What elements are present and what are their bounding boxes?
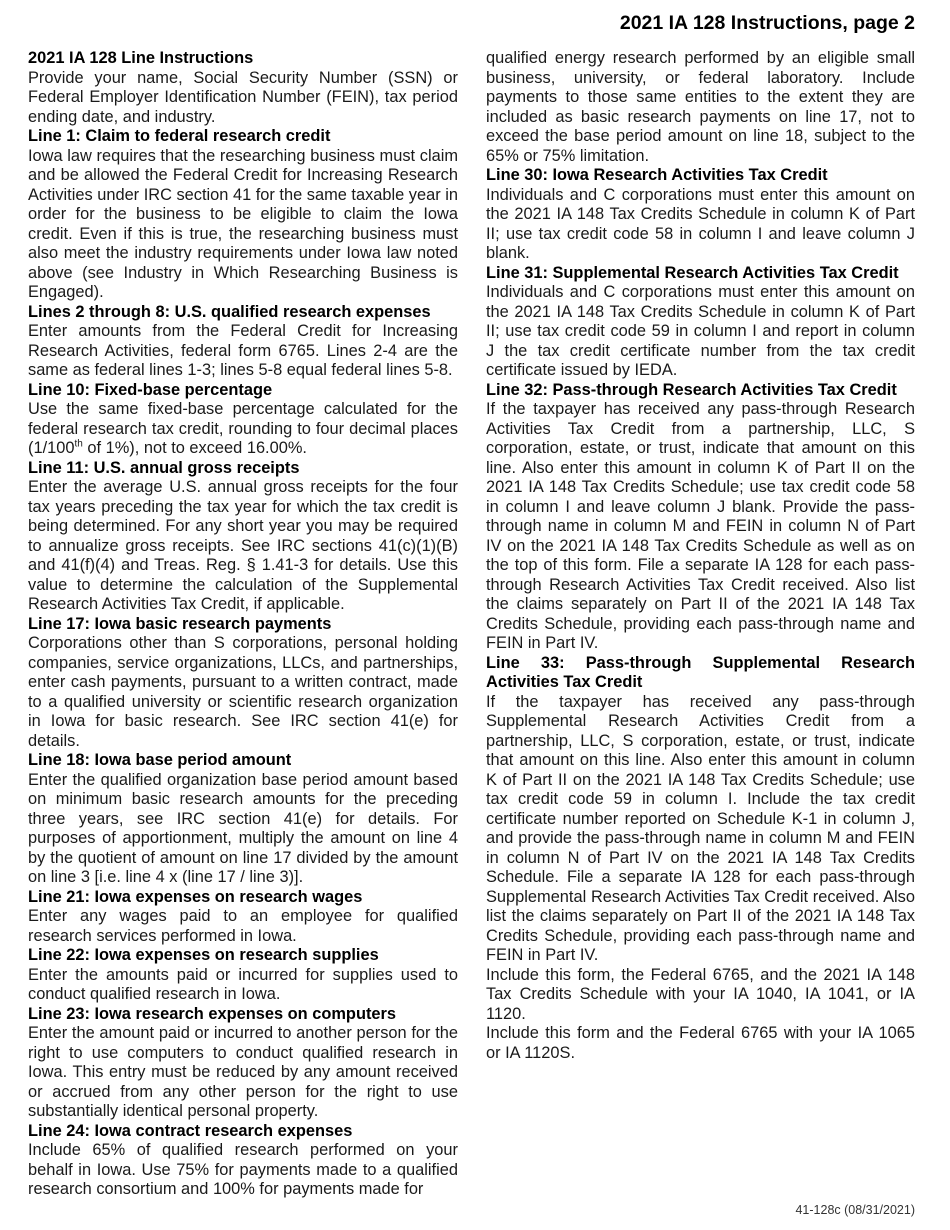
section-heading: Line 17: Iowa basic research payments: [28, 614, 332, 633]
paragraph: If the taxpayer has received any pass-through Supplemental Research Activities Credit from a partnership, LLC, S corporation, estate, or trust, indicate that amount on this line. Also enter this amount in column K of Part II on the 2021 IA 148 Tax Credits Schedule; use tax credit code 59 in column I. Include the tax credit certificate number reported on Schedule K-1 in column J, and provide the pass-through name in column M and FEIN in column N of Part IV on the 2021 IA 148 Tax Credits Schedule. File a separate IA 128 for each pass-through Supplemental Research Activities Tax Credit received. Also list the claims separately on Part II of the 2021 IA 148 Tax Credits Schedule, providing each pass-through name and FEIN in Part IV.: [486, 692, 915, 964]
section-heading: Line 18: Iowa base period amount: [28, 751, 292, 769]
paragraph: qualified energy research performed by an eligible small business, university, or federal laboratory. Include payments to those same entities to the extent they are included as basic research payments on line 17, not to exceed the base period amount on line 18, subject to the 65% or 75% limitation.: [486, 49, 915, 165]
left-column: [28, 49, 458, 1200]
section-heading: Line 32: Pass-through Research Activities Tax Credit: [486, 380, 897, 399]
section-heading: Line 30: Iowa Research Activities Tax Credit: [486, 166, 828, 184]
paragraph: Individuals and C corporations must enter this amount on the 2021 IA 148 Tax Credits Schedule in column K of Part II; use tax credit code 58 in column I and leave column J blank.: [486, 185, 915, 262]
paragraph: Enter the average U.S. annual gross receipts for the four tax years preceding the tax year for which the tax credit is being determined. For any short year you may be required to annualize gross receipts. See IRC sections 41(c)(1)(B) and 41(f)(4) and Treas. Reg. § 1.41-3 for details. Use this value to determine the calculation of the Supplemental Research Activities Tax Credit, if applicable.: [28, 478, 458, 613]
paragraph: [28, 400, 458, 459]
section-heading: Line 23: Iowa research expenses on computers: [28, 1004, 397, 1023]
text-run: of 1%), not to exceed 16.00%.: [82, 439, 307, 457]
paragraph: Iowa law requires that the researching business must claim and be allowed the Federal Credit for Increasing Research Activities under IRC section 41 for the same taxable year in order for the business to be eligible to claim the Iowa credit. Even if this is true, the researching business must also meet the industry requirements under Iowa law noted above (see Industry in Which Researching Business is Engaged).: [28, 146, 459, 301]
paragraph: Provide your name, Social Security Number (SSN) or Federal Employer Identification Number (FEIN), tax period ending date, and industry.: [28, 68, 458, 126]
section-heading: 2021 IA 128 Line Instructions: [28, 49, 254, 67]
paragraph: Include this form, the Federal 6765, and the 2021 IA 148 Tax Credits Schedule with your IA 1040, IA 1041, or IA 1120.: [486, 965, 915, 1023]
section-heading: Line 11: U.S. annual gross receipts: [28, 458, 300, 477]
section-heading: Line 21: Iowa expenses on research wages: [28, 887, 363, 906]
paragraph: Individuals and C corporations must enter this amount on the 2021 IA 148 Tax Credits Schedule in column K of Part II; use tax credit code 59 in column I and report in column J the tax credit certificate number from the tax credit certificate issued by IEDA.: [486, 283, 915, 379]
paragraph: Enter the qualified organization base period amount based on minimum basic research amounts for the preceding three years, see IRC section 41(e) for details. For purposes of apportionment, multiply the amount on line 4 by the quotient of amount on line 17 divided by the amount on line 3 [i.e. line 4 x (line 17 / line 3)].: [28, 770, 458, 886]
section-heading: Line 24: Iowa contract research expenses: [28, 1121, 353, 1140]
paragraph: If the taxpayer has received any pass-through Research Activities Tax Credit from a partnership, LLC, S corporation, estate, or trust, indicate that amount on this line. Also enter this amount in column K of Part II on the 2021 IA 148 Tax Credits Schedule; use tax credit code 58 in column I and leave column J blank. Provide the pass-through name in column M and FEIN in column N of Part IV on the 2021 IA 148 Tax Credits Schedule as well as on the top of this form. File a separate IA 128 for each pass-through Research Activities Tax Credit received. Also list the claims separately on Part II of the 2021 IA 148 Tax Credits Schedule, providing each pass-through name and FEIN in Part IV.: [486, 400, 915, 652]
paragraph: Include 65% of qualified research performed on your behalf in Iowa. Use 75% for payments made to a qualified research consortium and 100% for payments made for: [28, 1141, 458, 1198]
right-column: [486, 49, 915, 1063]
section-heading: Line 33: Pass-through Supplemental Research Activities Tax Credit: [486, 653, 915, 691]
text-run: Use the same fixed-base percentage calculated for the federal research tax credit, rounding to four decimal places (1/100: [28, 400, 458, 457]
section-heading: Line 1: Claim to federal research credit: [28, 127, 331, 145]
paragraph: Include this form and the Federal 6765 with your IA 1065 or IA 1120S.: [486, 1024, 915, 1062]
form-number: 41-128c (08/31/2021): [795, 1203, 915, 1217]
superscript: th: [74, 438, 83, 450]
section-heading: Line 22: Iowa expenses on research supplies: [28, 946, 379, 964]
paragraph: Corporations other than S corporations, personal holding companies, service organizations, LLCs, and partnerships, enter cash payments, pursuant to a written contract, made to a qualified university or scientific research organization in Iowa for basic research. See IRC section 41(e) for details.: [28, 634, 458, 750]
paragraph: Enter the amount paid or incurred to another person for the right to use computers to conduct qualified research in Iowa. This entry must be reduced by any amount received or accrued from any other person for the right to use substantially identical personal property.: [28, 1024, 458, 1120]
section-heading: Line 10: Fixed-base percentage: [28, 380, 273, 399]
paragraph: Enter any wages paid to an employee for qualified research services performed in Iowa.: [28, 907, 458, 945]
section-heading: Line 31: Supplemental Research Activities Tax Credit: [486, 263, 899, 282]
page-title: 2021 IA 128 Instructions, page 2: [619, 12, 915, 34]
paragraph: Enter the amounts paid or incurred for supplies used to conduct qualified research in Iowa.: [28, 965, 458, 1003]
paragraph: Enter amounts from the Federal Credit for Increasing Research Activities, federal form 6765. Lines 2-4 are the same as federal lines 1-3; lines 5-8 equal federal lines 5-8.: [28, 322, 458, 379]
section-heading: Lines 2 through 8: U.S. qualified research expenses: [28, 302, 431, 321]
